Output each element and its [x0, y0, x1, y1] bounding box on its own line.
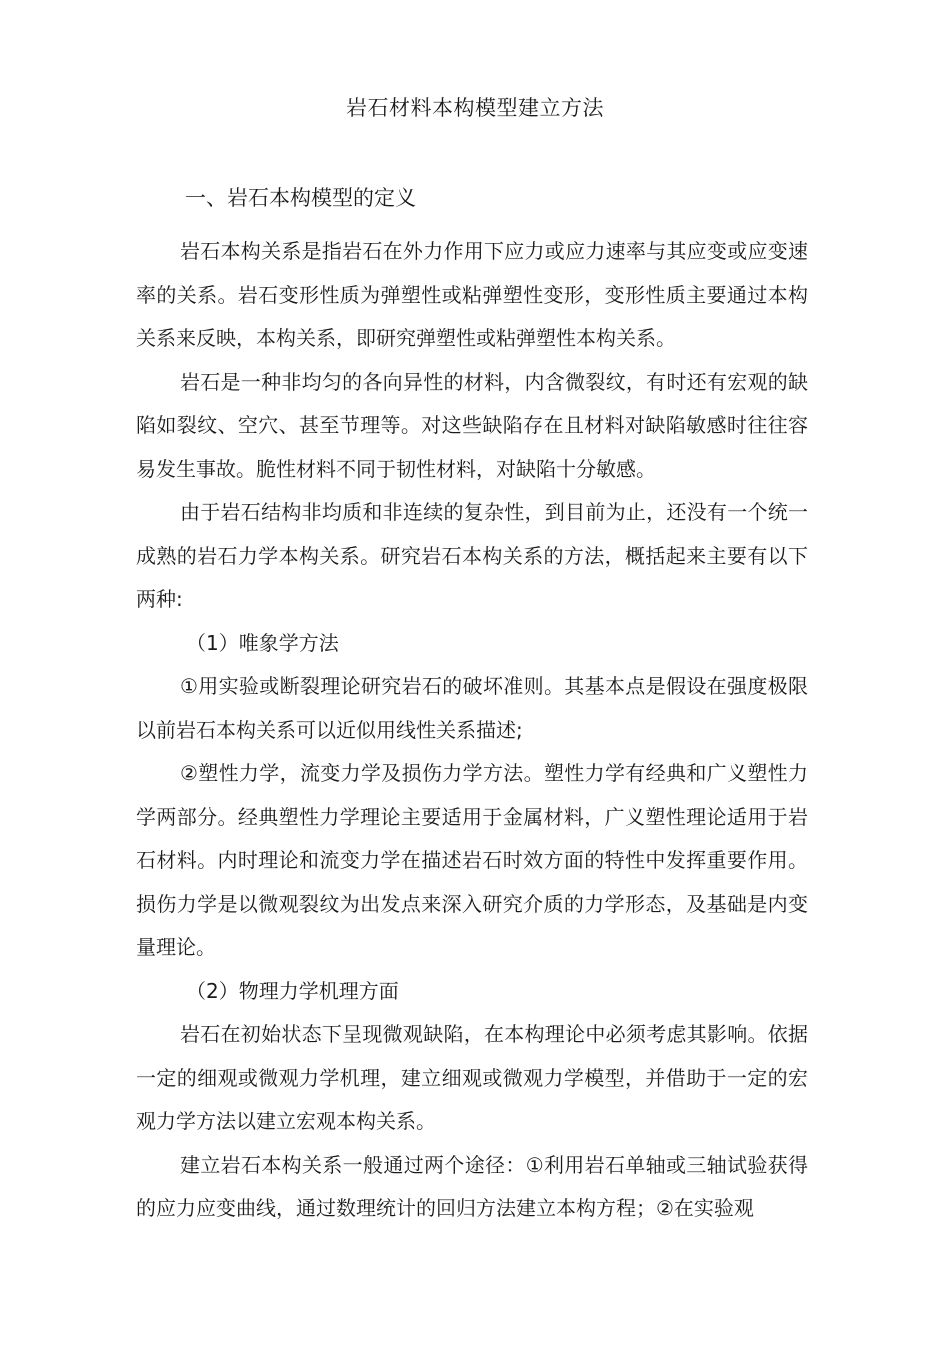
method1-heading: （1）唯象学方法	[186, 630, 339, 655]
section-heading: 一、岩石本构模型的定义	[185, 186, 416, 210]
method2-paragraph-2: 建立岩石本构关系一般通过两个途径：①利用岩石单轴或三轴试验获得的应力应变曲线，通过数理统计的回归方法建立本构方程；②在实验观	[136, 1152, 808, 1220]
paragraph-definition: 岩石本构关系是指岩石在外力作用下应力或应力速率与其应变或应变速率的关系。岩石变形性质为弹塑性或粘弹塑性变形，变形性质主要通过本构关系来反映，本构关系，即研究弹塑性或粘弹塑性本构关系。	[136, 239, 808, 350]
method2-paragraph-1: 岩石在初始状态下呈现微观缺陷，在本构理论中必须考虑其影响。依据一定的细观或微观力学机理，建立细观或微观力学模型，并借助于一定的宏观力学方法以建立宏观本构关系。	[136, 1022, 808, 1133]
paragraph-methods-intro: 由于岩石结构非均质和非连续的复杂性，到目前为止，还没有一个统一成熟的岩石力学本构关系。研究岩石本构关系的方法，概括起来主要有以下两种:	[136, 500, 808, 611]
paragraph-heterogeneity: 岩石是一种非均匀的各向异性的材料，内含微裂纹，有时还有宏观的缺陷如裂纹、空穴、甚至节理等。对这些缺陷存在且材料对缺陷敏感时往往容易发生事故。脆性材料不同于韧性材料，对缺陷十分敏感。	[136, 369, 808, 481]
body-text	[136, 230, 808, 1231]
method2-heading: （2）物理力学机理方面	[186, 978, 399, 1003]
method1-item-1: ①用实验或断裂理论研究岩石的破坏准则。其基本点是假设在强度极限以前岩石本构关系可以近似用线性关系描述;	[136, 674, 808, 742]
document-title: 岩石材料本构模型建立方法	[346, 96, 604, 120]
method1-item-2: ②塑性力学，流变力学及损伤力学方法。塑性力学有经典和广义塑性力学两部分。经典塑性力学理论主要适用于金属材料，广义塑性理论适用于岩石材料。内时理论和流变力学在描述岩石时效方面的特性中发挥重要作用。损伤力学是以微观裂纹为出发点来深入研究介质的力学形态，及基础是内变量理论。	[136, 761, 808, 959]
